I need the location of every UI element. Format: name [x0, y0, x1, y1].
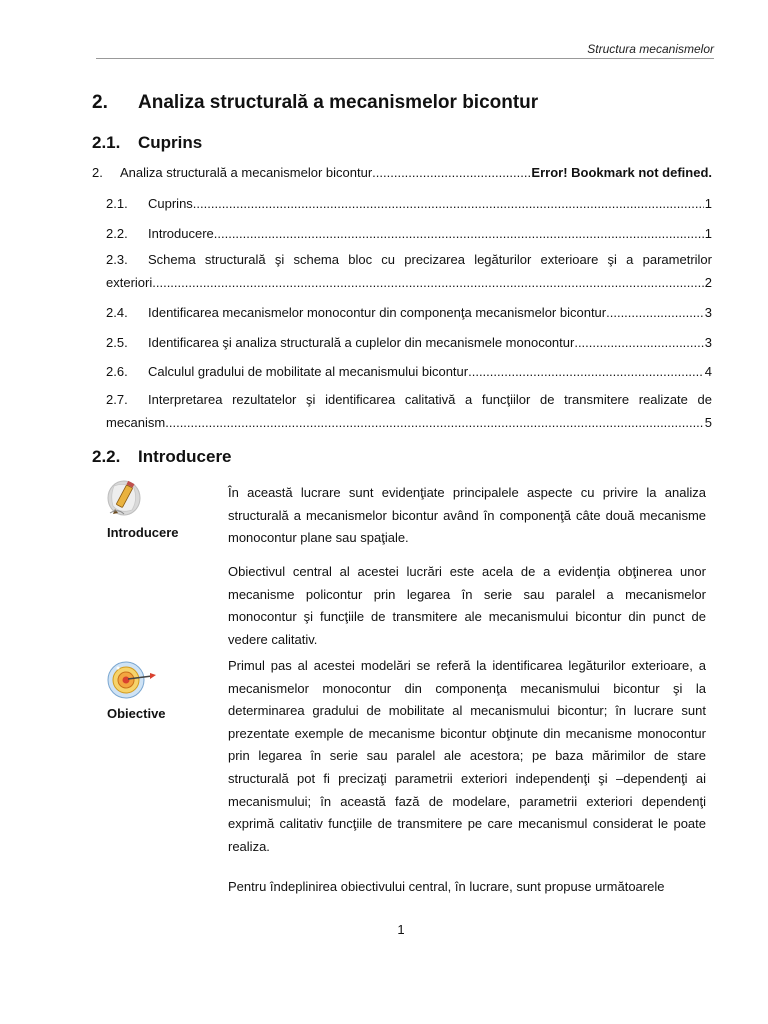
toc-page: Error! Bookmark not defined.: [531, 165, 712, 180]
toc-page: 4: [704, 364, 712, 379]
section-heading-introducere: [92, 447, 232, 467]
paragraph-first-step: Primul pas al acestei modelări se referă la identificarea legăturilor exterioare, a mecanismelor monocontur din componenţa mecanismului bicontur şi la determinarea gradului de mobilitate al mecanismului bicontur; în lucrare sunt prezentate exemple de mecanisme bicontur obţinute din mecanisme monocontur prin legarea în serie sau paralel ale acestora; pe baza mărimilor de stare structurală pot fi precizaţi parametrii exteriori independenţi şi –dependenţi ai mecanismului; în această fază de modelare, parametrii exteriori dependenţi exprimă calitativ funcţiile de transmitere pe care mecanismul considerat le poate realiza.: [228, 658, 706, 854]
toc-leader-dots: [193, 196, 704, 211]
toc-number: 2.5.: [106, 335, 128, 350]
toc-number: 2.3.: [106, 252, 128, 267]
paragraph-intro: În această lucrare sunt evidenţiate principalele aspecte cu privire la analiza structurală a mecanismelor bicontur având în componenţă câte două mecanisme monocontur plane sau spaţiale.: [228, 485, 706, 546]
toc-entry[interactable]: [106, 335, 712, 350]
toc-text: Calculul gradului de mobilitate al mecanismului bicontur: [148, 364, 469, 379]
toc-number: 2.2.: [106, 226, 128, 241]
toc-text: Analiza structurală a mecanismelor bicontur: [120, 165, 373, 180]
toc-number: 2.1.: [106, 196, 128, 211]
toc-entry-continuation[interactable]: [106, 275, 712, 290]
toc-text: mecanism: [106, 415, 166, 430]
toc-entry[interactable]: [106, 196, 712, 211]
toc-entry[interactable]: [106, 305, 712, 320]
toc-number: 2.: [92, 165, 103, 180]
toc-page: 2: [704, 275, 712, 290]
toc-number: 2.7.: [106, 392, 128, 407]
toc-page: 1: [704, 196, 712, 211]
toc-leader-dots: [574, 335, 703, 350]
toc-text: Identificarea şi analiza structurală a cuplelor din mecanismele monocontur: [148, 335, 575, 350]
section-title: Introducere: [138, 447, 232, 466]
toc-leader-dots: [468, 364, 704, 379]
side-label-obiective: Obiective: [107, 706, 166, 721]
chapter-heading: [92, 92, 538, 114]
page-number: 1: [397, 922, 405, 937]
section-title: Cuprins: [138, 133, 203, 152]
toc-text: Schema structurală şi schema bloc cu precizarea legăturilor exterioare şi a parametrilor: [148, 252, 712, 267]
toc-page: 5: [704, 415, 712, 430]
toc-page: 3: [704, 305, 712, 320]
paragraph-fulfilment: Pentru îndeplinirea obiectivului central, în lucrare, sunt propuse următoarele: [228, 879, 665, 894]
toc-entry[interactable]: [106, 226, 712, 241]
toc-leader-dots: [152, 275, 704, 290]
toc-text: Cuprins: [148, 196, 193, 211]
toc-number: 2.4.: [106, 305, 128, 320]
toc-entry[interactable]: [106, 392, 712, 407]
target-icon: [104, 658, 158, 700]
toc-text: Interpretarea rezultatelor şi identificarea calitativă a funcţiilor de transmitere realizate de: [148, 392, 712, 407]
toc-leader-dots: [165, 415, 704, 430]
paragraph-objective-central: Obiectivul central al acestei lucrări este acela de a evidenţia obţinerea unor mecanisme policontur prin legarea în serie sau paralel a mecanismelor monocontur şi funcţiile de transmitere ale mecanismului bicontur din punct de vedere calitativ.: [228, 564, 706, 647]
toc-entry[interactable]: [106, 252, 712, 267]
toc-leader-dots: [214, 226, 704, 241]
toc-text: Introducere: [148, 226, 214, 241]
chapter-title: Analiza structurală a mecanismelor bicontur: [138, 92, 539, 113]
pencil-icon: [104, 478, 142, 518]
running-header: Structura mecanismelor: [96, 42, 714, 59]
chapter-number: 2.: [92, 92, 108, 113]
toc-entry-main[interactable]: [92, 165, 712, 180]
section-number: 2.2.: [92, 447, 121, 466]
section-heading-cuprins: [92, 133, 202, 153]
section-number: 2.1.: [92, 133, 121, 152]
toc-page: 1: [704, 226, 712, 241]
toc-text: Identificarea mecanismelor monocontur din componenţa mecanismelor bicontur: [148, 305, 607, 320]
toc-leader-dots: [372, 165, 530, 180]
side-label-introducere: Introducere: [107, 525, 179, 540]
toc-text: exteriori: [106, 275, 153, 290]
toc-leader-dots: [606, 305, 704, 320]
toc-entry[interactable]: [106, 364, 712, 379]
toc-page: 3: [704, 335, 712, 350]
toc-entry-continuation[interactable]: [106, 415, 712, 430]
toc-number: 2.6.: [106, 364, 128, 379]
